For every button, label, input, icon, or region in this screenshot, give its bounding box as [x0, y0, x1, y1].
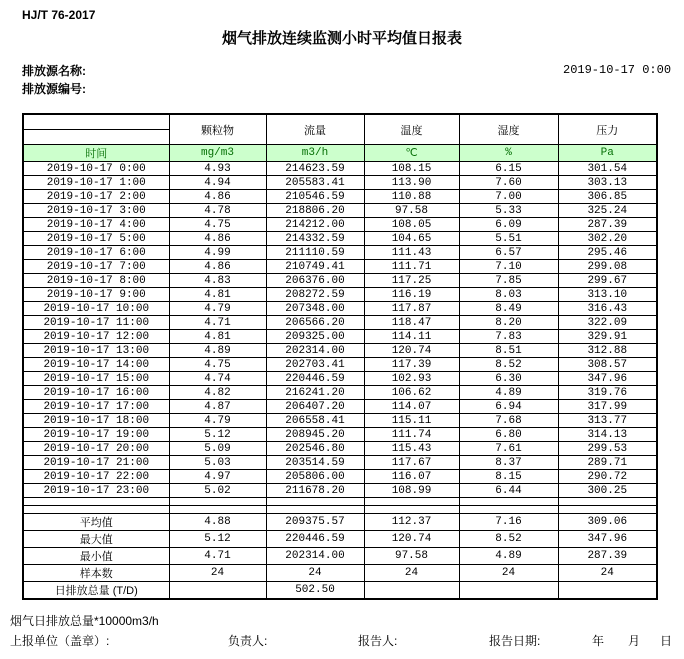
- value-cell: 111.74: [364, 428, 459, 442]
- time-cell: 2019-10-17 12:00: [23, 330, 169, 344]
- value-cell: 5.33: [459, 204, 558, 218]
- summary-value-cell: 4.88: [169, 514, 266, 531]
- time-cell: 2019-10-17 23:00: [23, 484, 169, 498]
- value-cell: 8.52: [459, 358, 558, 372]
- value-cell: 7.00: [459, 190, 558, 204]
- summary-value-cell: 287.39: [558, 548, 657, 565]
- table-header: [23, 114, 657, 162]
- time-cell: 2019-10-17 10:00: [23, 302, 169, 316]
- units-row: [23, 145, 657, 162]
- year-label: 年: [592, 634, 605, 648]
- value-cell: 108.99: [364, 484, 459, 498]
- value-cell: 4.89: [169, 344, 266, 358]
- value-cell: 7.10: [459, 260, 558, 274]
- table-row: [23, 162, 657, 176]
- summary-value-cell: 8.52: [459, 531, 558, 548]
- value-cell: 325.24: [558, 204, 657, 218]
- table-row: [23, 330, 657, 344]
- value-cell: 97.58: [364, 204, 459, 218]
- data-rows: [23, 162, 657, 498]
- time-cell: 2019-10-17 18:00: [23, 414, 169, 428]
- summary-label: 日排放总量 (T/D): [23, 582, 169, 600]
- summary-value-cell: 4.71: [169, 548, 266, 565]
- value-cell: 4.89: [459, 386, 558, 400]
- value-cell: 6.44: [459, 484, 558, 498]
- empty-corner-cell: [23, 130, 169, 145]
- value-cell: 206376.00: [266, 274, 364, 288]
- value-cell: 203514.59: [266, 456, 364, 470]
- value-cell: 4.99: [169, 246, 266, 260]
- value-cell: 4.83: [169, 274, 266, 288]
- unit-temperature: ℃: [364, 145, 459, 162]
- table-row: [23, 414, 657, 428]
- value-cell: 207348.00: [266, 302, 364, 316]
- summary-value-cell: 112.37: [364, 514, 459, 531]
- emission-source-code-label: 排放源编号:: [22, 82, 86, 96]
- time-cell: 2019-10-17 20:00: [23, 442, 169, 456]
- value-cell: 210749.41: [266, 260, 364, 274]
- value-cell: 8.20: [459, 316, 558, 330]
- value-cell: 202314.00: [266, 344, 364, 358]
- value-cell: 317.99: [558, 400, 657, 414]
- value-cell: 4.93: [169, 162, 266, 176]
- value-cell: 4.81: [169, 330, 266, 344]
- value-cell: 206407.20: [266, 400, 364, 414]
- time-cell: 2019-10-17 14:00: [23, 358, 169, 372]
- table-row: [23, 246, 657, 260]
- time-cell: 2019-10-17 11:00: [23, 316, 169, 330]
- time-cell: 2019-10-17 8:00: [23, 274, 169, 288]
- monitoring-table: [22, 113, 658, 600]
- value-cell: 5.51: [459, 232, 558, 246]
- value-cell: 202703.41: [266, 358, 364, 372]
- value-cell: 220446.59: [266, 372, 364, 386]
- value-cell: 5.12: [169, 428, 266, 442]
- value-cell: 299.53: [558, 442, 657, 456]
- table-row: [23, 442, 657, 456]
- value-cell: 4.75: [169, 358, 266, 372]
- table-row: [23, 344, 657, 358]
- value-cell: 347.96: [558, 372, 657, 386]
- value-cell: 4.86: [169, 190, 266, 204]
- empty-corner-cell: [23, 114, 169, 130]
- value-cell: 206566.20: [266, 316, 364, 330]
- column-header-flow: 流量: [266, 114, 364, 145]
- value-cell: 8.37: [459, 456, 558, 470]
- value-cell: 117.39: [364, 358, 459, 372]
- value-cell: 8.03: [459, 288, 558, 302]
- value-cell: 205583.41: [266, 176, 364, 190]
- value-cell: 106.62: [364, 386, 459, 400]
- time-cell: 2019-10-17 4:00: [23, 218, 169, 232]
- value-cell: 4.79: [169, 414, 266, 428]
- summary-value-cell: 97.58: [364, 548, 459, 565]
- column-header-pressure: 压力: [558, 114, 657, 145]
- value-cell: 301.54: [558, 162, 657, 176]
- summary-value-cell: 4.89: [459, 548, 558, 565]
- summary-value-cell: 24: [558, 565, 657, 582]
- summary-value-cell: 120.74: [364, 531, 459, 548]
- value-cell: 218806.20: [266, 204, 364, 218]
- summary-row: [23, 548, 657, 565]
- value-cell: 6.57: [459, 246, 558, 260]
- table-row: [23, 358, 657, 372]
- value-cell: 108.05: [364, 218, 459, 232]
- table-row: [23, 386, 657, 400]
- value-cell: 316.43: [558, 302, 657, 316]
- value-cell: 8.49: [459, 302, 558, 316]
- value-cell: 4.86: [169, 232, 266, 246]
- summary-value-cell: 502.50: [266, 582, 364, 600]
- value-cell: 287.39: [558, 218, 657, 232]
- value-cell: 4.94: [169, 176, 266, 190]
- value-cell: 117.67: [364, 456, 459, 470]
- time-cell: 2019-10-17 13:00: [23, 344, 169, 358]
- value-cell: 8.15: [459, 470, 558, 484]
- value-cell: 6.09: [459, 218, 558, 232]
- value-cell: 202546.80: [266, 442, 364, 456]
- summary-value-cell: 7.16: [459, 514, 558, 531]
- value-cell: 111.71: [364, 260, 459, 274]
- value-cell: 4.74: [169, 372, 266, 386]
- table-row: [23, 260, 657, 274]
- value-cell: 108.15: [364, 162, 459, 176]
- value-cell: 308.57: [558, 358, 657, 372]
- table-row: [23, 190, 657, 204]
- time-cell: 2019-10-17 6:00: [23, 246, 169, 260]
- value-cell: 329.91: [558, 330, 657, 344]
- value-cell: 312.88: [558, 344, 657, 358]
- summary-value-cell: 220446.59: [266, 531, 364, 548]
- value-cell: 211110.59: [266, 246, 364, 260]
- value-cell: 208272.59: [266, 288, 364, 302]
- report-unit-label: 上报单位（盖章）:: [10, 634, 110, 648]
- unit-particulate: mg/m3: [169, 145, 266, 162]
- summary-label: 样本数: [23, 565, 169, 582]
- value-cell: 4.78: [169, 204, 266, 218]
- summary-value-cell: 24: [364, 565, 459, 582]
- table-row: [23, 204, 657, 218]
- table-row: [23, 232, 657, 246]
- report-datetime: 2019-10-17 0:00: [563, 63, 672, 77]
- table-row: [23, 372, 657, 386]
- value-cell: 110.88: [364, 190, 459, 204]
- value-cell: 208945.20: [266, 428, 364, 442]
- value-cell: 4.71: [169, 316, 266, 330]
- value-cell: 322.09: [558, 316, 657, 330]
- column-header-temperature: 温度: [364, 114, 459, 145]
- value-cell: 7.83: [459, 330, 558, 344]
- summary-value-cell: 347.96: [558, 531, 657, 548]
- time-cell: 2019-10-17 0:00: [23, 162, 169, 176]
- table-row: [23, 456, 657, 470]
- summary-label: 平均值: [23, 514, 169, 531]
- value-cell: 114.11: [364, 330, 459, 344]
- value-cell: 114.07: [364, 400, 459, 414]
- summary-row: [23, 582, 657, 600]
- value-cell: 4.75: [169, 218, 266, 232]
- time-cell: 2019-10-17 16:00: [23, 386, 169, 400]
- value-cell: 8.51: [459, 344, 558, 358]
- value-cell: 104.65: [364, 232, 459, 246]
- value-cell: 314.13: [558, 428, 657, 442]
- value-cell: 118.47: [364, 316, 459, 330]
- value-cell: 214623.59: [266, 162, 364, 176]
- table-row: [23, 400, 657, 414]
- value-cell: 6.94: [459, 400, 558, 414]
- time-cell: 2019-10-17 9:00: [23, 288, 169, 302]
- value-cell: 5.09: [169, 442, 266, 456]
- time-cell: 2019-10-17 1:00: [23, 176, 169, 190]
- value-cell: 7.61: [459, 442, 558, 456]
- value-cell: 206558.41: [266, 414, 364, 428]
- value-cell: 6.15: [459, 162, 558, 176]
- time-cell: 2019-10-17 21:00: [23, 456, 169, 470]
- summary-label: 最大值: [23, 531, 169, 548]
- value-cell: 299.08: [558, 260, 657, 274]
- reporter-label: 报告人:: [358, 634, 398, 648]
- summary-value-cell: [364, 582, 459, 600]
- value-cell: 302.20: [558, 232, 657, 246]
- time-cell: 2019-10-17 17:00: [23, 400, 169, 414]
- table-row: [23, 302, 657, 316]
- standard-code: HJ/T 76-2017: [22, 8, 96, 22]
- value-cell: 117.25: [364, 274, 459, 288]
- daily-total-note: 烟气日排放总量*10000m3/h: [10, 614, 159, 628]
- column-header-particulate: 颗粒物: [169, 114, 266, 145]
- summary-row: [23, 531, 657, 548]
- value-cell: 214332.59: [266, 232, 364, 246]
- value-cell: 205806.00: [266, 470, 364, 484]
- page-title: 烟气排放连续监测小时平均值日报表: [221, 30, 462, 47]
- spacer-row: [23, 498, 657, 506]
- value-cell: 6.30: [459, 372, 558, 386]
- value-cell: 7.68: [459, 414, 558, 428]
- time-cell: 2019-10-17 2:00: [23, 190, 169, 204]
- spacer-row: [23, 506, 657, 514]
- value-cell: 4.82: [169, 386, 266, 400]
- value-cell: 111.43: [364, 246, 459, 260]
- summary-value-cell: [558, 582, 657, 600]
- responsible-person-label: 负责人:: [228, 634, 268, 648]
- table-row: [23, 470, 657, 484]
- table-row: [23, 428, 657, 442]
- value-cell: 299.67: [558, 274, 657, 288]
- report-date-label: 报告日期:: [489, 634, 541, 648]
- value-cell: 295.46: [558, 246, 657, 260]
- column-header-humidity: 湿度: [459, 114, 558, 145]
- table-row: [23, 288, 657, 302]
- value-cell: 102.93: [364, 372, 459, 386]
- summary-value-cell: 309.06: [558, 514, 657, 531]
- value-cell: 4.97: [169, 470, 266, 484]
- summary-rows: [23, 514, 657, 600]
- time-cell: 2019-10-17 7:00: [23, 260, 169, 274]
- value-cell: 289.71: [558, 456, 657, 470]
- table-row: [23, 176, 657, 190]
- value-cell: 313.77: [558, 414, 657, 428]
- table-row: [23, 218, 657, 232]
- value-cell: 214212.00: [266, 218, 364, 232]
- value-cell: 4.86: [169, 260, 266, 274]
- value-cell: 6.80: [459, 428, 558, 442]
- time-column-header: 时间: [23, 145, 169, 162]
- value-cell: 7.85: [459, 274, 558, 288]
- value-cell: 117.87: [364, 302, 459, 316]
- value-cell: 5.02: [169, 484, 266, 498]
- summary-value-cell: [169, 582, 266, 600]
- day-label: 日: [660, 634, 673, 648]
- table-row: [23, 316, 657, 330]
- summary-row: [23, 565, 657, 582]
- value-cell: 7.60: [459, 176, 558, 190]
- time-cell: 2019-10-17 3:00: [23, 204, 169, 218]
- value-cell: 313.10: [558, 288, 657, 302]
- value-cell: 303.13: [558, 176, 657, 190]
- value-cell: 115.43: [364, 442, 459, 456]
- month-label: 月: [628, 634, 641, 648]
- table-row: [23, 274, 657, 288]
- value-cell: 211678.20: [266, 484, 364, 498]
- table-row: [23, 484, 657, 498]
- summary-value-cell: 202314.00: [266, 548, 364, 565]
- value-cell: 4.81: [169, 288, 266, 302]
- unit-humidity: %: [459, 145, 558, 162]
- value-cell: 4.79: [169, 302, 266, 316]
- summary-value-cell: 24: [266, 565, 364, 582]
- summary-value-cell: 24: [459, 565, 558, 582]
- time-cell: 2019-10-17 15:00: [23, 372, 169, 386]
- summary-value-cell: 209375.57: [266, 514, 364, 531]
- emission-source-name-label: 排放源名称:: [22, 64, 86, 78]
- value-cell: 113.90: [364, 176, 459, 190]
- value-cell: 116.19: [364, 288, 459, 302]
- value-cell: 319.76: [558, 386, 657, 400]
- value-cell: 4.87: [169, 400, 266, 414]
- value-cell: 120.74: [364, 344, 459, 358]
- summary-value-cell: 5.12: [169, 531, 266, 548]
- summary-value-cell: 24: [169, 565, 266, 582]
- time-cell: 2019-10-17 5:00: [23, 232, 169, 246]
- value-cell: 300.25: [558, 484, 657, 498]
- spacer-rows: [23, 498, 657, 514]
- summary-label: 最小值: [23, 548, 169, 565]
- summary-value-cell: [459, 582, 558, 600]
- time-cell: 2019-10-17 19:00: [23, 428, 169, 442]
- value-cell: 210546.59: [266, 190, 364, 204]
- value-cell: 115.11: [364, 414, 459, 428]
- unit-pressure: Pa: [558, 145, 657, 162]
- value-cell: 290.72: [558, 470, 657, 484]
- value-cell: 5.03: [169, 456, 266, 470]
- value-cell: 116.07: [364, 470, 459, 484]
- unit-flow: m3/h: [266, 145, 364, 162]
- value-cell: 306.85: [558, 190, 657, 204]
- value-cell: 216241.20: [266, 386, 364, 400]
- value-cell: 209325.00: [266, 330, 364, 344]
- summary-row: [23, 514, 657, 531]
- time-cell: 2019-10-17 22:00: [23, 470, 169, 484]
